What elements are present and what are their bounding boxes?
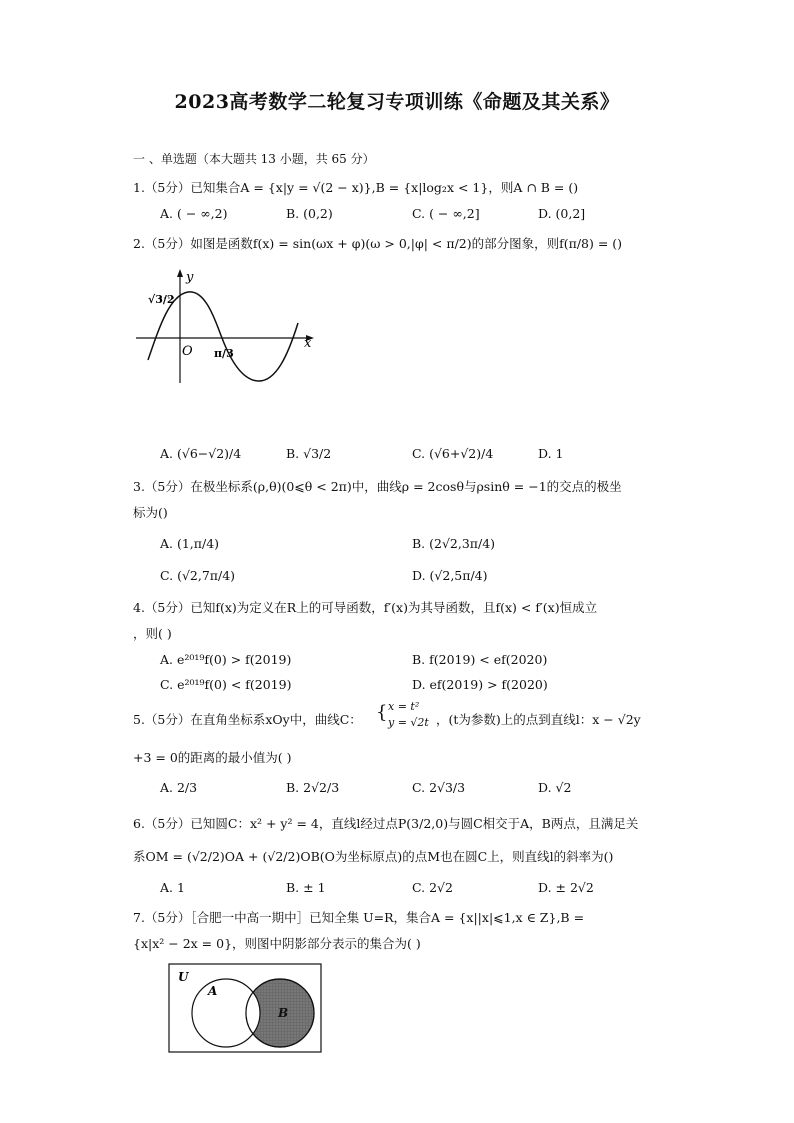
sine-graph (130, 265, 320, 390)
page-title: 2023高考数学二轮复习专项训练《命题及其关系》 (174, 91, 620, 113)
question-7-line-1: 7.（5分）［合肥一中高一期中］已知全集 U=R，集合A = {x||x|⩽1,x ∈ Z},B = (133, 910, 585, 925)
q6-option-c: C. 2√2 (412, 880, 453, 895)
question-5-line-1a: 5.（5分）在直角坐标系xOy中，曲线C： (133, 712, 362, 727)
venn-u-label: U (178, 970, 189, 984)
q2-option-b: B. √3/2 (286, 446, 332, 461)
x-axis-label: x (304, 336, 312, 351)
q5-option-b: B. 2√2/3 (286, 780, 340, 795)
origin-label: O (182, 344, 193, 359)
y-axis-label: y (186, 270, 194, 285)
question-5-line-2: +3 = 0的距离的最小值为( ) (133, 750, 292, 765)
section-heading: 一 、单选题（本大题共 13 小题，共 65 分） (133, 152, 375, 166)
q2-option-a: A. (√6−√2)/4 (160, 446, 242, 461)
question-7-line-2: {x|x² − 2x = 0}，则图中阴影部分表示的集合为( ) (133, 936, 421, 951)
q2-option-c: C. (√6+√2)/4 (412, 446, 494, 461)
q3-option-a: A. (1,π/4) (160, 536, 220, 551)
venn-a-label: A (208, 984, 218, 998)
q6-option-a: A. 1 (160, 880, 185, 895)
q1-option-c: C. ( − ∞,2] (412, 206, 480, 221)
question-6-line-2: 系OM = (√2/2)OA + (√2/2)OB(O为坐标原点)的点M也在圆C上，则直线l的斜率为() (133, 849, 614, 864)
system-bottom: y = √2t (388, 716, 429, 729)
question-4-line-1: 4.（5分）已知f(x)为定义在R上的可导函数，f′(x)为其导函数，且f(x) < f′(x)恒成立 (133, 600, 598, 615)
q1-option-a: A. ( − ∞,2) (160, 206, 228, 221)
y-tick-label: √3/2 (148, 293, 175, 306)
question-3-line-2: 标为() (133, 505, 168, 520)
q4-option-a: A. e²⁰¹⁹f(0) > f(2019) (160, 652, 292, 667)
question-6-line-1: 6.（5分）已知圆C：x² + y² = 4，直线l经过点P(3/2,0)与圆C相交于A，B两点，且满足关 (133, 816, 639, 831)
x-tick-label: π/3 (214, 347, 234, 360)
q5-option-a: A. 2/3 (160, 780, 198, 795)
q3-option-d: D. (√2,5π/4) (412, 568, 488, 583)
venn-b-label: B (278, 1006, 289, 1020)
q6-option-d: D. ± 2√2 (538, 880, 594, 895)
q5-option-d: D. √2 (538, 780, 572, 795)
q5-option-c: C. 2√3/3 (412, 780, 466, 795)
question-3-line-1: 3.（5分）在极坐标系(ρ,θ)(0⩽θ < 2π)中，曲线ρ = 2cosθ与ρsinθ = −1的交点的极坐 (133, 479, 622, 494)
question-2: 2.（5分）如图是函数f(x) = sin(ωx + φ)(ω > 0,|φ| < π/2)的部分图象，则f(π/8) = () (133, 236, 623, 251)
q2-option-d: D. 1 (538, 446, 564, 461)
q4-option-d: D. ef(2019) > f(2020) (412, 677, 548, 692)
q6-option-b: B. ± 1 (286, 880, 326, 895)
question-5-line-1b: ，(t为参数)上的点到直线l：x − √2y (436, 712, 641, 727)
q4-option-c: C. e²⁰¹⁹f(0) < f(2019) (160, 677, 292, 692)
system-brace: { (376, 702, 388, 723)
question-1: 1.（5分）已知集合A = {x|y = √(2 − x)},B = {x|log₂x < 1}，则A ∩ B = () (133, 180, 579, 195)
q1-option-b: B. (0,2) (286, 206, 333, 221)
venn-diagram (168, 963, 324, 1055)
q4-option-b: B. f(2019) < ef(2020) (412, 652, 548, 667)
q3-option-c: C. (√2,7π/4) (160, 568, 236, 583)
q3-option-b: B. (2√2,3π/4) (412, 536, 496, 551)
system-top: x = t² (388, 700, 420, 713)
q1-option-d: D. (0,2] (538, 206, 586, 221)
question-4-line-2: ，则( ) (133, 626, 172, 641)
